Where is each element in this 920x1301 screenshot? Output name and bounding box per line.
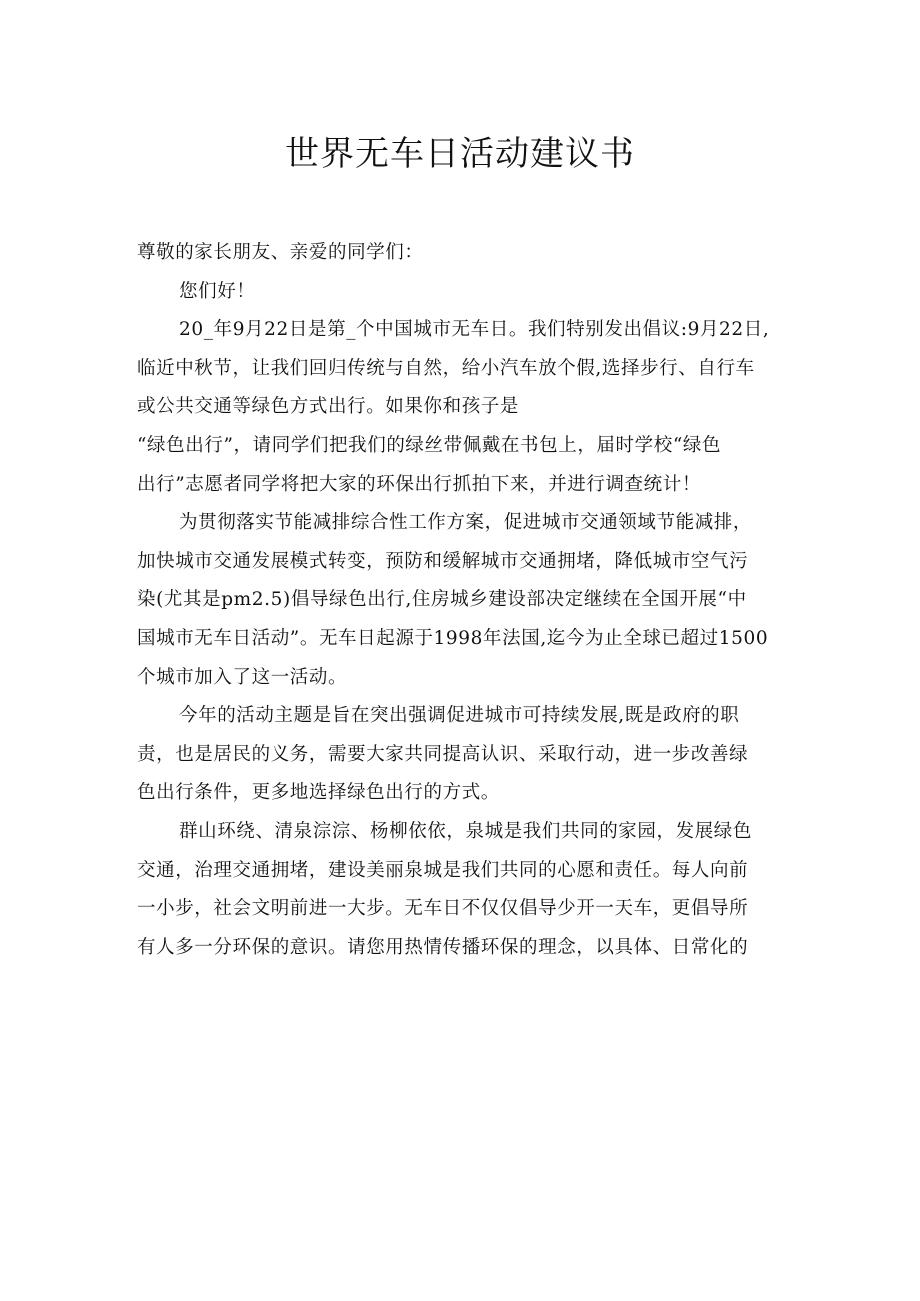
paragraph-line: 一小步，社会文明前进一大步。无车日不仅仅倡导少开一天车，更倡导所 [137, 898, 749, 920]
paragraph-line: 为贯彻落实节能减排综合性工作方案，促进城市交通领域节能减排， [179, 512, 753, 534]
paragraph-line: 今年的活动主题是旨在突出强调促进城市可持续发展,既是政府的职 [179, 705, 740, 727]
paragraph-line: 染(尤其是pm2.5)倡导绿色出行,住房城乡建设部决定继续在全国开展“中 [137, 589, 747, 611]
paragraph-line: 有人多一分环保的意识。请您用热情传播环保的理念，以具体、日常化的 [137, 936, 749, 958]
paragraph-line: 责，也是居民的义务，需要大家共同提高认识、采取行动，进一步改善绿 [137, 743, 749, 765]
paragraph-line: 加快城市交通发展模式转变，预防和缓解城市交通拥堵，降低城市空气污 [137, 550, 749, 572]
paragraph-line: 20_年9月22日是第_个中国城市无车日。我们特别发出倡议:9月22日, [179, 319, 770, 341]
salutation-line: 尊敬的家长朋友、亲爱的同学们： [137, 242, 424, 263]
document-title: 世界无车日活动建议书 [285, 134, 635, 174]
greeting-line: 您们好！ [179, 280, 256, 302]
paragraph-line: 群山环绕、清泉淙淙、杨柳依依，泉城是我们共同的家园，发展绿色 [179, 820, 753, 842]
paragraph-line: “绿色出行”，请同学们把我们的绿丝带佩戴在书包上，届时学校“绿色 [137, 434, 722, 456]
paragraph-line: 色出行条件，更多地选择绿色出行的方式。 [137, 782, 500, 804]
paragraph-line: 出行”志愿者同学将把大家的环保出行抓拍下来，并进行调查统计！ [137, 473, 701, 495]
paragraph-line: 国城市无车日活动”。无车日起源于1998年法国,迄今为止全球已超过1500 [137, 627, 769, 649]
paragraph-line: 临近中秋节，让我们回归传统与自然，给小汽车放个假,选择步行、自行车 [137, 357, 755, 379]
paragraph-line: 交通，治理交通拥堵，建设美丽泉城是我们共同的心愿和责任。每人向前 [137, 859, 749, 881]
paragraph-line: 或公共交通等绿色方式出行。如果你和孩子是 [137, 396, 520, 418]
paragraph-line: 个城市加入了这一活动。 [137, 666, 348, 688]
document-body [137, 234, 787, 967]
